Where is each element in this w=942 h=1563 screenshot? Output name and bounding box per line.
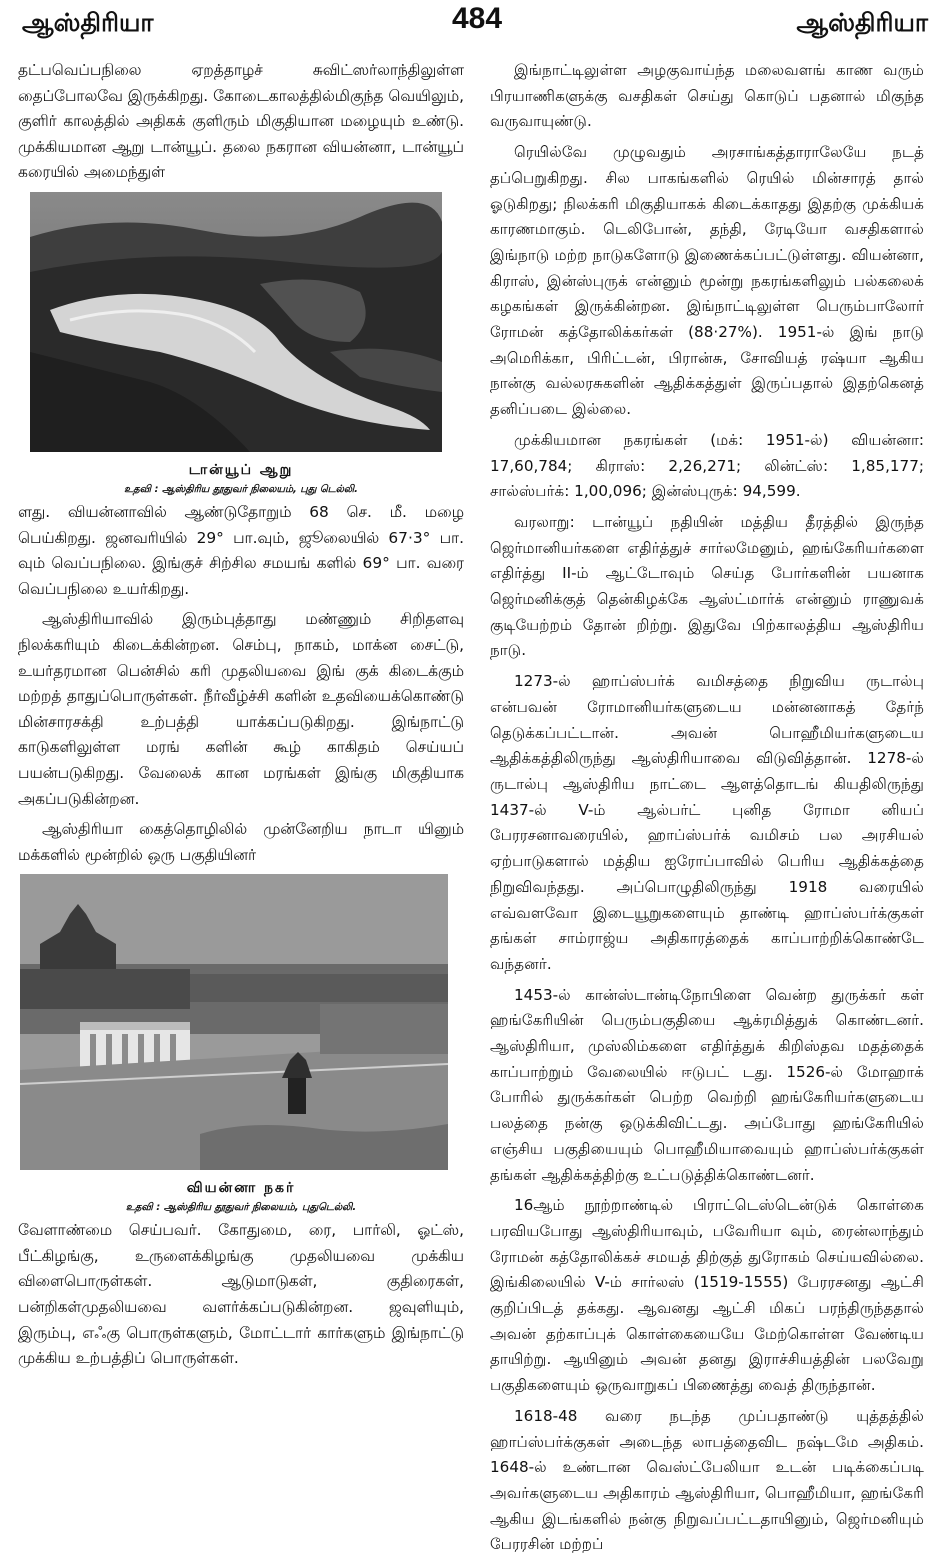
figure-caption: டான்யூப் ஆறு xyxy=(188,461,294,478)
figure-danube xyxy=(18,192,464,496)
paragraph-cities: முக்கியமான நகரங்கள் (மக்: 1951-ல்) வியன்னா: 17,60,784; கிராஸ்: 2,26,271; லின்ட்ஸ்: 1,85,177; சால்ஸ்பர்க்: 1,00,096; இன்ஸ்புருக்: 94,599. xyxy=(490,430,924,501)
danube-river-photo xyxy=(30,192,442,452)
paragraph-reformation: 16ஆம் நூற்றாண்டில் பிராட்டெஸ்டென்டுக் கொள்கை பரவியபோது ஆஸ்திரியாவும், பவேரியா வும், ரைன்லாந்தும் ரோமன் கத்தோலிக்கச் சமயத் திற்குத் துரோகம் செய்யவில்லை. இங்கிலையில் V-ம் சார்லஸ் (1519-1555) பேரரசனது ஆட்சி குறிப்பிடத் தக்கது. ஆவனது ஆட்சி மிகப் பரந்திருந்ததால் அவன் தற்காப்புக் கொள்கையையே மேற்கொள்ள வேண்டிய தாயிற்று. ஆயினும் அவன் தனது இராச்சியத்தின் பலவேறு பகுதிகளையும் ஒருவாறுகப் பிணைத்து வைத் திருந்தான். xyxy=(490,1196,924,1395)
paragraph-railways: ரெயில்வே முழுவதும் அரசாங்கத்தாராலேயே நடத் தப்பெறுகிறது. சில பாகங்களில் ரெயில் மின்சாரத் தால் ஓடுகிறது; நிலக்கரி மிகுதியாகக் கிடைக்காதது இதற்கு முக்கியக் காரணமாகும். டெலிபோன், தந்தி, ரேடியோ வசதிகளால் இங்நாடு மற்ற நாடுகளோடு இணைக்கப்பட்டுள்ளது. வியன்னா, கிராஸ், இன்ஸ்புருக் என்னும் மூன்று நகரங்களிலும் பல்கலைக் கழகங்கள் இருக்கின்றன. இங்நாட்டிலுள்ள பெரும்பாலோர் ரோமன் கத்தோலிக்கர்கள் (88·27%). 1951-ல் இங் நாடு அமெரிக்கா, பிரிட்டன், பிரான்சு, சோவியத் ரஷ்யா ஆகிய நான்கு வல்லரசுகளின் ஆதிக்கத்துள் இருப்பதால் இதற்கெனத் தனிப்படை இல்லை. xyxy=(490,143,924,419)
page-number: 484 xyxy=(452,2,503,35)
paragraph-history: வரலாறு: டான்யூப் நதியின் மத்திய தீரத்தில் இருந்த ஜெர்மானியர்களை எதிர்த்துச் சார்லமேனும், ஹங்கேரியர்களை எதிர்த்து II-ம் ஆட்டோவும் செய்த போர்களின் பயனாக ஜெர்மனிக்குத் தென்கிழக்கே ஆஸ்ட்மார்க் என்னும் ராணுவக் குடியேற்றம் தோன் றிற்று. இதுவே பிற்காலத்திய ஆஸ்திரிய நாடு. xyxy=(490,512,924,660)
left-column xyxy=(18,58,464,1377)
paragraph-minerals: ஆஸ்திரியாவில் இரும்புத்தாது மண்ணும் சிறிதளவு நிலக்கரியும் கிடைக்கின்றன. செம்பு, நாகம், மாக்ன சைட்டு, உயர்தரமான பென்சில் கரி முதலியவை இங் குக் கிடைக்கும் மற்றத் தாதுப்பொருள்கள். நீர்வீழ்ச்சி களின் உதவியைக்கொண்டு மின்சாரசக்தி உற்பத்தி யாக்கப்படுகிறது. இங்நாட்டு காடுகளிலுள்ள மரங் களின் கூழ் காகிதம் செய்யப் பயன்படுகிறது. வேலைக் கான மரங்கள் இங்கு மிகுதியாக அகப்படுகின்றன. xyxy=(18,610,464,808)
figure-credit: உதவி : ஆஸ்திரிய தூதுவர் நிலையம், புதுடெல்லி. xyxy=(125,1202,357,1214)
paragraph-agriculture: வேளாண்மை செய்பவர். கோதுமை, ரை, பார்லி, ஓட்ஸ், பீட்கிழங்கு, உருளைக்கிழங்கு முதலியவை முக்கிய விளைபொருள்கள். ஆடுமாடுகள், குதிரைகள், பன்றிகள்முதலியவை வளர்க்கப்படுகின்றன. ஜவுளியும், இரும்பு, எஃகு பொருள்களும், மோட்டார் கார்களும் இங்நாட்டு முக்கிய உற்பத்திப் பொருள்கள். xyxy=(18,1221,464,1368)
paragraph-thirty-years-war: 1618-48 வரை நடந்த முப்பதாண்டு யுத்தத்தில் ஹாப்ஸ்பர்க்குகள் அடைந்த லாபத்தைவிட நஷ்டமே அதிகம். 1648-ல் உண்டான வெஸ்ட்பேலியா உடன் படிக்கைப்படி அவர்களுடைய அதிகாரம் ஆஸ்திரியா, பொஹீமியா, ஹங்கேரி ஆகிய இடங்களில் நன்கு நிறுவப்பட்டதாயினும், ஜெர்மனியும் பேரரசின் மற்றப் xyxy=(490,1406,924,1554)
page-header xyxy=(0,0,942,50)
running-title-right: ஆஸ்திரியா xyxy=(796,8,928,37)
paragraph-turks: 1453-ல் கான்ஸ்டான்டிநோபிளை வென்ற துருக்கர் கள் ஹங்கேரியின் பெரும்பகுதியை ஆக்ரமித்துக் கொண்டனர். ஆஸ்திரியா, முஸ்லிம்களை எதிர்த்துக் கிறிஸ்தவ மதத்தைக் காப்பாற்றும் வேலையில் ஈடுபட் டது. 1526-ல் மோஹாக் போரில் துருக்கர்கள் பெற்ற வெற்றி ஹங்கேரியர்களுடைய பலத்தை நன்கு ஒடுக்கிவிட்டது. அப்போது ஹங்கேரியில் எஞ்சிய பகுதியையும் பொஹீமியாவையும் ஹாப்ஸ்பர்க்குகள் தங்கள் ஆதிக்கத்திற்கு உட்படுத்திக்கொண்டனர். xyxy=(490,985,924,1184)
paragraph-rainfall: ளது. வியன்னாவில் ஆண்டுதோறும் 68 செ. மீ. மழை பெய்கிறது. ஜனவரியில் 29° பா.வும், ஜூலையில் 67·3° பா. வும் வெப்பநிலை. இங்குச் சிற்சில சமயங் களில் 69° பா. வரை வெப்பநிலை உயர்கிறது. xyxy=(18,502,464,598)
paragraph-climate: தட்பவெப்பநிலை ஏறத்தாழச் சுவிட்ஸர்லாந்திலுள்ள தைப்போலவே இருக்கிறது. கோடைகாலத்தில்மிகுந்த வெயிலும், குளிர் காலத்தில் அதிகக் குளிரும் மிகுதியான மழையும் உண்டு. முக்கியமான ஆறு டான்யூப். தலை நகரான வியன்னா, டான்யூப் கரையில் அமைந்துள் xyxy=(18,61,464,182)
paragraph-industry: ஆஸ்திரியா கைத்தொழிலில் முன்னேறிய நாடா யினும் மக்களில் மூன்றில் ஒரு பகுதியினர் xyxy=(18,820,464,864)
right-column xyxy=(490,58,924,1563)
figure-credit: உதவி : ஆஸ்திரிய தூதுவர் நிலையம், புது டெல்லி. xyxy=(124,483,358,495)
figure-vienna xyxy=(18,874,464,1214)
paragraph-habsburg: 1273-ல் ஹாப்ஸ்பர்க் வமிசத்தை நிறுவிய ருடால்பு என்பவன் ரோமானியர்களுடைய மன்னனாகத் தேர்ந் தெடுக்கப்பட்டான். அவன் பொஹீமியர்களுடைய ஆதிக்கத்திலிருந்து ஆஸ்திரியாவை விடுவித்தான். 1278-ல் ருடால்பு ஆஸ்திரிய நாட்டை ஆளத்தொடங் கியதிலிருந்து 1437-ல் V-ம் ஆல்பர்ட் புனித ரோமா னியப் பேரரசனாவரையில், ஹாப்ஸ்பர்க் வமிசம் பல அரசியல் ஏற்பாடுகளால் மத்திய ஐரோப்பாவில் பெரிய ஆதிக்கத்தை நிறுவிவந்தது. அப்பொழுதிலிருந்து 1918 வரையில் எவ்வளவோ இடையூறுகளையும் தாண்டி ஹாப்ஸ்பர்க்குகள் தங்கள் சாம்ராஜ்ய அதிகாரத்தைக் காப்பாற்றிக்கொண்டே வந்தனர். xyxy=(490,672,924,973)
figure-caption: வியன்னா நகர் xyxy=(186,1180,296,1197)
vienna-city-photo xyxy=(20,874,448,1170)
paragraph-tourism: இங்நாட்டிலுள்ள அழகுவாய்ந்த மலைவளங் காண வரும் பிரயாணிகளுக்கு வசதிகள் செய்து கொடுப் பதனால் மிகுந்த வருவாயுண்டு. xyxy=(490,61,924,131)
running-title-left: ஆஸ்திரியா xyxy=(22,8,154,37)
